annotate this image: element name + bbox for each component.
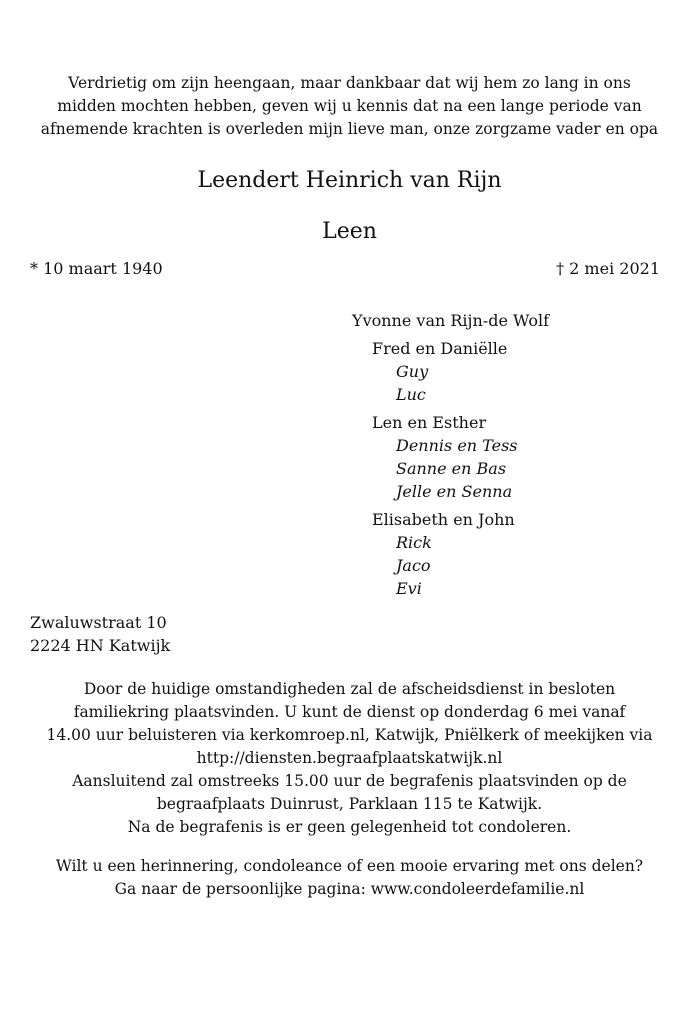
child-group (372, 508, 682, 600)
death-date: † 2 mei 2021 (556, 259, 660, 278)
intro-line: Verdrietig om zijn heengaan, maar dankbaar dat wij hem zo lang in ons (68, 74, 631, 92)
funeral-notice (20, 678, 679, 839)
child-group (372, 337, 682, 406)
grandchild-name: Rick (396, 533, 432, 552)
grandchild-name: Jelle en Senna (396, 482, 513, 501)
notice-line: Na de begrafenis is er geen gelegenheid tot condoleren. (127, 818, 572, 836)
deceased-nickname: Leen (322, 219, 377, 244)
notice-line: Door de huidige omstandigheden zal de afscheidsdienst in besloten (83, 680, 616, 698)
family-list (352, 309, 682, 605)
grandchild-name: Luc (396, 385, 426, 404)
child-name: Fred en Daniëlle (372, 339, 508, 358)
child-name: Elisabeth en John (372, 510, 515, 529)
child-group (372, 411, 682, 503)
closing-line: Ga naar de persoonlijke pagina: www.condoleerdefamilie.nl (114, 880, 585, 898)
notice-line: 14.00 uur beluisteren via kerkomroep.nl, Katwijk, Pniëlkerk of meekijken via (46, 726, 653, 744)
grandchild-name: Evi (396, 579, 422, 598)
birth-date: * 10 maart 1940 (30, 259, 163, 278)
home-address (30, 611, 170, 657)
notice-line: Aansluitend zal omstreeks 15.00 uur de begrafenis plaatsvinden op de (72, 772, 627, 790)
intro-line: afnemende krachten is overleden mijn lieve man, onze zorgzame vader en opa (40, 120, 659, 138)
grandchild-name: Sanne en Bas (396, 459, 507, 478)
grandchild-name: Dennis en Tess (396, 436, 518, 455)
notice-line: begraafplaats Duinrust, Parklaan 115 te Katwijk. (156, 795, 543, 813)
intro-text (20, 72, 679, 141)
deceased-full-name: Leendert Heinrich van Rijn (197, 168, 502, 193)
grandchild-name: Guy (396, 362, 429, 381)
address-street: Zwaluwstraat 10 (30, 613, 167, 632)
intro-line: midden mochten hebben, geven wij u kennis dat na een lange periode van (57, 97, 642, 115)
grandchild-name: Jaco (396, 556, 431, 575)
spouse-name: Yvonne van Rijn-de Wolf (352, 311, 550, 330)
closing-line: Wilt u een herinnering, condoleance of een mooie ervaring met ons delen? (55, 857, 644, 875)
child-name: Len en Esther (372, 413, 487, 432)
address-city: 2224 HN Katwijk (30, 636, 171, 655)
notice-line: http://diensten.begraafplaatskatwijk.nl (196, 749, 503, 767)
notice-line: familiekring plaatsvinden. U kunt de dienst op donderdag 6 mei vanaf (73, 703, 626, 721)
condolence-text (20, 855, 679, 901)
